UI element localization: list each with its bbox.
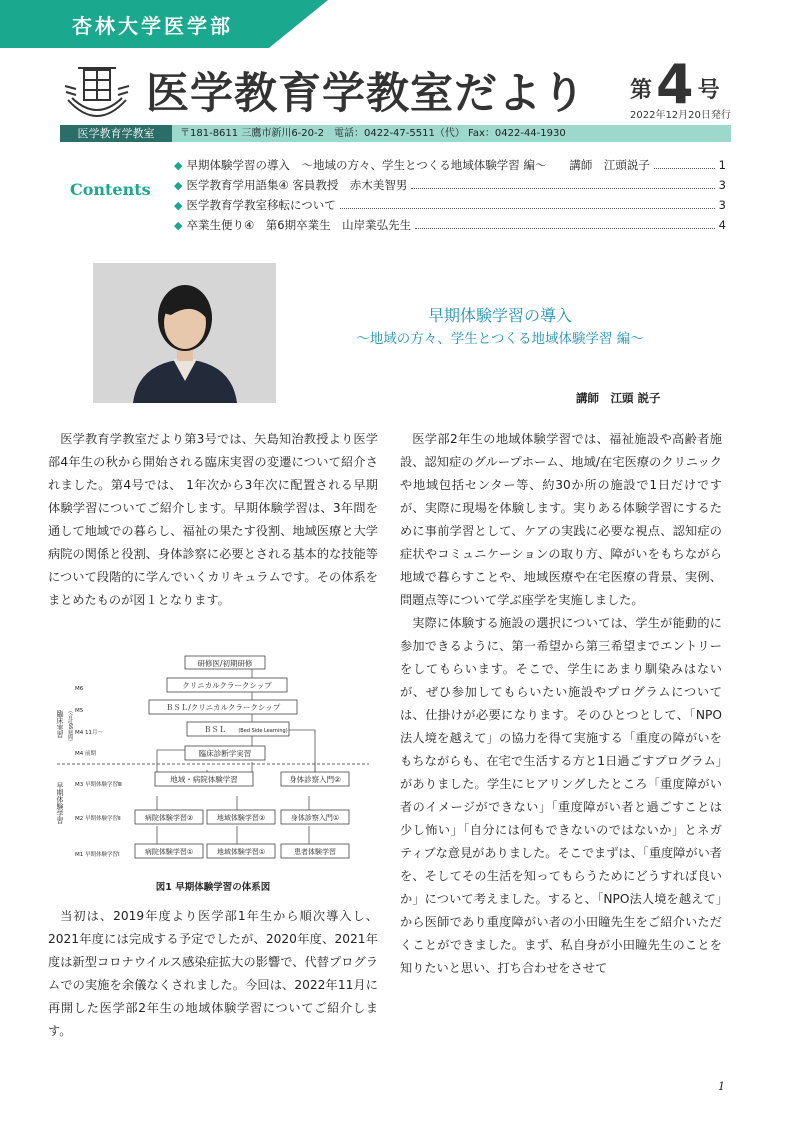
box-diagnosis: 臨床診断学実習	[198, 749, 252, 758]
level-label: M4 11月～	[75, 730, 103, 736]
level-label: M1 早期体験学習Ⅰ	[75, 852, 120, 858]
figure-caption: 図1 早期体験学習の体系図	[155, 882, 271, 893]
article-title: 早期体験学習の導入	[427, 306, 572, 325]
toc-item-page: 3	[718, 198, 726, 212]
diamond-bullet-icon: ◆	[174, 179, 183, 192]
table-of-contents	[174, 155, 726, 235]
toc-item-text: 早期体験学習の導入 ～地域の方々、学生とつくる地域体験学習 編～ 講師 江頭説子	[186, 158, 650, 172]
issue-number: 4	[656, 53, 694, 116]
group-label-clinical: 臨床実習	[56, 710, 64, 738]
box-m3-community: 地域・病院体験学習	[170, 775, 238, 784]
box-bsl-note: (Bed Side Learning)	[238, 728, 288, 734]
curriculum-diagram	[57, 650, 369, 870]
author-photo	[93, 263, 276, 403]
article-author: 講師 江頭 説子	[576, 391, 661, 405]
box-m3-exam: 身体診察入門②	[289, 775, 341, 784]
toc-item[interactable]	[174, 155, 726, 175]
article-subtitle: ～地域の方々、学生とつくる地域体験学習 編～	[356, 331, 644, 347]
issue-suffix: 号	[697, 78, 720, 103]
toc-item-page: 1	[718, 158, 726, 172]
box-bsl-cc: ＢＳＬ/クリニカルクラークシップ	[165, 703, 281, 712]
box-m2-hospital: 病院体験学習②	[144, 814, 194, 822]
paragraph: 実際に体験する施設の選択については、学生が能動的に参加できるように、第一希望から第三希望までエントリーをしてもらいます。そこで、学生にあまり馴染みはないが、ぜひ参加してもらいたい施設やプログラムについては、仕掛けが必要になります。そのひとつとして、「NPO法人境を越えて」の協力を得て実施する「重度の障がいをもちながらも、在宅で生活する方と1日過ごすプログラム」がありました。学生にヒアリングしたところ「重度障がい者のイメージができない」「重度障がい者と過ごすことは少し怖い」「自分には何もできないのではないか」とネガティブな意見がありました。そこでまずは、「重度障がい者を、そしてその生活を知ってもらうためにどうすれば良いか」について考えました。すると、「NPO法人境を越えて」から医師であり重度障がい者の小田瞳先生をご紹介いただくことができました。まず、私自身が小田瞳先生のことを知りたいと思い、打ち合わせをさせて	[400, 616, 722, 975]
paragraph: 医学教育学教室だより第3号では、矢島知治教授より医学部4年生の秋から開始される臨床実習の変遷について紹介されました。第4号では、 1年次から3年次に配置される早期体験学習についてご紹介します。早期体験学習は、3年間を通して地域での暮らし、福祉の果たす役割、地域医療と大学病院の関係と役割、身体診察に必要とされる基本的な技能等について段階的に学んでいくカリキュラムです。その体系をまとめたものが図１となります。	[48, 432, 378, 607]
group-label-early: 早期体験学習	[56, 782, 64, 824]
box-resident: 研修医/初期研修	[197, 659, 253, 668]
level-label: M6	[75, 686, 84, 692]
diamond-bullet-icon: ◆	[174, 219, 183, 232]
person-portrait-icon	[93, 263, 276, 403]
paragraph: 医学部2年生の地域体験学習では、福祉施設や高齢者施設、認知症のグループホーム、地域/在宅医療のクリニックや地域包括センター等、約30か所の施設で1日だけですが、実際に現場を体験します。実りある体験学習にするために事前学習として、ケアの実践に必要な視点、認知症の症状やコミュニケーションの取り方、障がいをもちながら地域で暮らすことや、地域医療や在宅医療の背景、実例、問題点等について学ぶ座学を実施しました。	[400, 432, 722, 607]
toc-item[interactable]	[174, 215, 726, 235]
level-label: M4 前期	[75, 751, 96, 757]
group-label-clinical-note: （合計66週間）	[67, 708, 73, 745]
department-label: 医学教育学教室	[60, 125, 172, 142]
box-m2-exam: 身体診察入門①	[290, 814, 340, 822]
box-m2-community: 地域体験学習②	[216, 814, 266, 822]
toc-item-text: 医学教育学教室移転について	[186, 198, 336, 212]
issue-date: 2022年12月20日発行	[630, 110, 731, 121]
university-seal-icon	[62, 62, 132, 120]
toc-item[interactable]	[174, 195, 726, 215]
toc-item[interactable]	[174, 175, 726, 195]
toc-leader	[411, 176, 714, 189]
box-m1-community: 地域体験学習①	[216, 848, 266, 856]
level-label: M5	[75, 708, 84, 714]
contents-label: Contents	[70, 180, 151, 199]
university-name: 杏林大学医学部	[72, 14, 233, 38]
body-column-left	[48, 428, 378, 612]
page-number: 1	[718, 1080, 725, 1093]
toc-item-page: 4	[718, 218, 726, 232]
address-line: 〒181-8611 三鷹市新川6-20-2 電話：0422-47-5511（代） Fax：0422-44-1930	[180, 128, 566, 139]
body-column-left-lower	[48, 905, 378, 1043]
box-m1-patient: 患者体験学習	[294, 848, 336, 856]
body-column-right	[400, 428, 722, 980]
diamond-bullet-icon: ◆	[174, 199, 183, 212]
toc-item-text: 卒業生便り④ 第6期卒業生 山岸業弘先生	[186, 218, 412, 232]
toc-item-page: 3	[718, 178, 726, 192]
box-clinical-clerkship: クリニカルクラークシップ	[182, 681, 272, 690]
level-label: M3 早期体験学習Ⅲ	[75, 782, 122, 788]
toc-leader	[415, 216, 715, 229]
diamond-bullet-icon: ◆	[174, 159, 183, 172]
level-label: M2 早期体験学習Ⅱ	[75, 816, 121, 822]
box-m1-hospital: 病院体験学習①	[144, 848, 194, 856]
box-bsl: ＢＳＬ	[203, 725, 227, 734]
paragraph: 当初は、2019年度より医学部1年生から順次導入し、2021年度には完成する予定でしたが、2020年度、2021年度は新型コロナウイルス感染症拡大の影響で、代替プログラムでの実施を余儀なくされました。今回は、2022年11月に再開した医学部2年生の地域体験学習についてご紹介します。	[48, 909, 378, 1038]
toc-leader	[340, 196, 715, 209]
issue-label	[630, 53, 720, 116]
toc-item-text: 医学教育学用語集④ 客員教授 赤木美智男	[186, 178, 408, 192]
newsletter-title: 医学教育学教室だより	[146, 69, 586, 119]
issue-prefix: 第	[630, 78, 653, 103]
toc-leader	[654, 156, 715, 169]
